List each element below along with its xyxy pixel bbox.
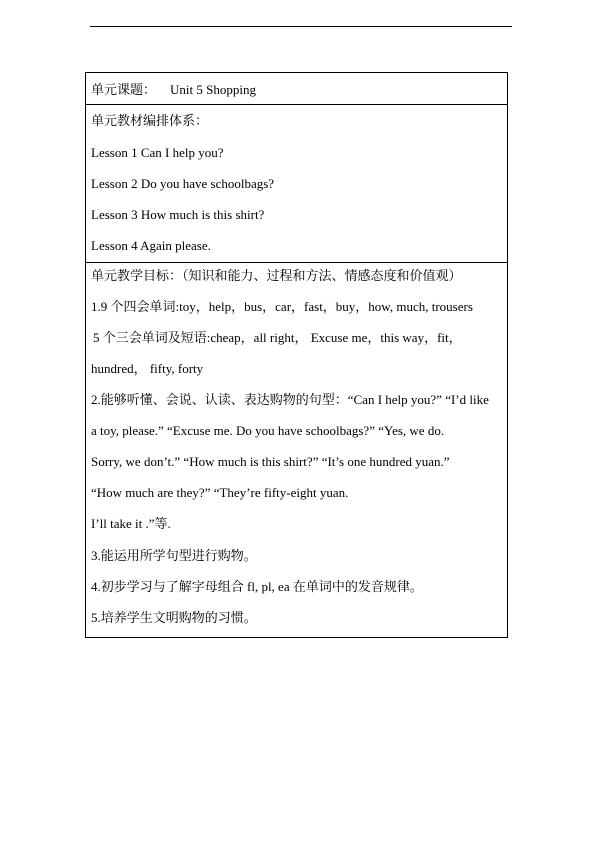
unit-title-row [86, 73, 507, 105]
goal-line: 2.能够听懂、会说、认读、表达购物的句型：“Can I help you?” “I’d like [91, 392, 489, 407]
lesson-item: Lesson 4 Again please. [91, 238, 211, 253]
lesson-item: Lesson 2 Do you have schoolbags? [91, 176, 275, 191]
unit-goals-row [86, 263, 507, 637]
goal-line: hundred， fifty, forty [91, 361, 204, 376]
goal-line: 4.初步学习与了解字母组合 fl, pl, ea 在单词中的发音规律。 [91, 579, 423, 594]
header-rule [90, 26, 512, 27]
unit-title-value: Unit 5 Shopping [170, 82, 256, 97]
unit-title-label: 单元课题： [91, 82, 157, 97]
goal-line: 5.培养学生文明购物的习惯。 [91, 610, 257, 625]
unit-structure-row [86, 105, 507, 263]
lesson-item: Lesson 1 Can I help you? [91, 145, 224, 160]
lesson-item: Lesson 3 How much is this shirt? [91, 207, 265, 222]
goal-line: I’ll take it .”等. [91, 516, 171, 531]
goal-line: a toy, please.” “Excuse me. Do you have schoolbags?” “Yes, we do. [91, 423, 445, 438]
goal-line: 5 个三会单词及短语:cheap，all right， Excuse me，this way，fit， [93, 330, 462, 345]
unit-plan-table [85, 72, 508, 638]
goals-heading: 单元教学目标：（知识和能力、过程和方法、情感态度和价值观） [91, 268, 462, 283]
goal-line: 3.能运用所学句型进行购物。 [91, 548, 257, 563]
goal-line: Sorry, we don’t.” “How much is this shirt?” “It’s one hundred yuan.” [91, 454, 450, 469]
goal-line: 1.9 个四会单词:toy，help，bus，car，fast，buy，how, much, trousers [91, 299, 473, 314]
unit-title-line [91, 81, 507, 99]
goal-line: “How much are they?” “They’re fifty-eight yuan. [91, 485, 349, 500]
structure-heading: 单元教材编排体系： [91, 113, 209, 128]
